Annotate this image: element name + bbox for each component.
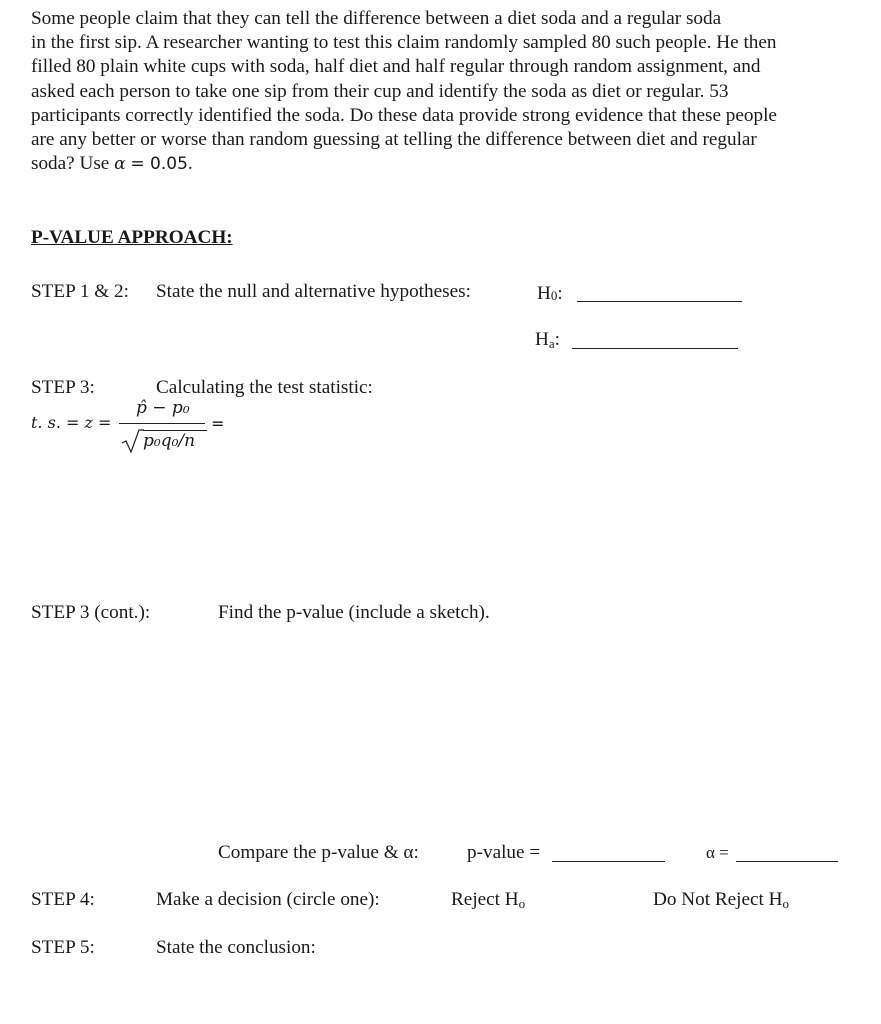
step12-text: State the null and alternative hypotheses: xyxy=(156,281,471,302)
pvalue-blank[interactable] xyxy=(552,861,665,862)
approach-heading: P-VALUE APPROACH: xyxy=(31,227,233,248)
step3-text: Calculating the test statistic: xyxy=(156,377,373,398)
ts-numerator: p̂ − p₀ xyxy=(136,398,190,418)
problem-last-prefix: soda? Use xyxy=(31,153,110,175)
ha-label xyxy=(535,329,560,351)
step4-text: Make a decision (circle one): xyxy=(156,889,380,910)
ts-denominator: p₀q₀/n xyxy=(143,431,196,451)
ha-colon: : xyxy=(554,329,560,350)
option-do-not-reject[interactable] xyxy=(653,889,789,911)
problem-last-suffix: . xyxy=(187,153,193,175)
h0-letter: H xyxy=(537,283,551,304)
sqrt-radical xyxy=(120,428,144,454)
step3-label: STEP 3: xyxy=(31,377,95,398)
step4-label: STEP 4: xyxy=(31,889,95,910)
option-do-not-reject-subscript: o xyxy=(782,896,789,911)
problem-line: participants correctly identified the soda. Do these data provide strong evidence that these people xyxy=(31,104,777,126)
h0-colon: : xyxy=(557,283,563,304)
alpha-symbol: α xyxy=(114,154,126,175)
problem-line: are any better or worse than random guessing at telling the difference between diet and regular xyxy=(31,129,757,151)
fraction-bar xyxy=(119,423,205,424)
alpha-value: = 0.05 xyxy=(130,154,188,175)
ha-letter: H xyxy=(535,329,549,350)
problem-statement xyxy=(31,7,861,176)
step5-label: STEP 5: xyxy=(31,937,95,958)
option-do-not-reject-text: Do Not Reject H xyxy=(653,889,783,910)
step3cont-text: Find the p-value (include a sketch). xyxy=(218,602,490,623)
step3cont-label: STEP 3 (cont.): xyxy=(31,602,151,623)
h0-label xyxy=(537,283,563,305)
ts-rhs-equals: = xyxy=(211,414,225,433)
problem-line: asked each person to take one sip from their cup and identify the soda as diet or regular. 53 xyxy=(31,80,729,102)
ts-lhs: t. s. = z = xyxy=(31,413,112,432)
step5-text: State the conclusion: xyxy=(156,937,316,958)
ha-blank[interactable] xyxy=(572,348,738,349)
compare-text: Compare the p-value & α: xyxy=(218,842,419,863)
pvalue-label: p-value = xyxy=(467,842,541,863)
option-reject-text: Reject H xyxy=(451,889,519,910)
option-reject-subscript: o xyxy=(518,896,526,911)
problem-last-line xyxy=(31,152,861,176)
problem-line: in the first sip. A researcher wanting to test this claim randomly sampled 80 such people. He then xyxy=(31,32,777,54)
problem-line: Some people claim that they can tell the difference between a diet soda and a regular soda xyxy=(31,8,722,29)
alpha-label: α = xyxy=(706,843,729,862)
ha-subscript: a xyxy=(548,336,555,351)
h0-blank[interactable] xyxy=(577,301,742,302)
alpha-blank[interactable] xyxy=(736,861,838,862)
step12-label: STEP 1 & 2: xyxy=(31,281,129,302)
h0-subscript: 0 xyxy=(550,288,558,303)
problem-line: filled 80 plain white cups with soda, half diet and half regular through random assignment, and xyxy=(31,56,761,78)
option-reject[interactable] xyxy=(451,889,525,911)
